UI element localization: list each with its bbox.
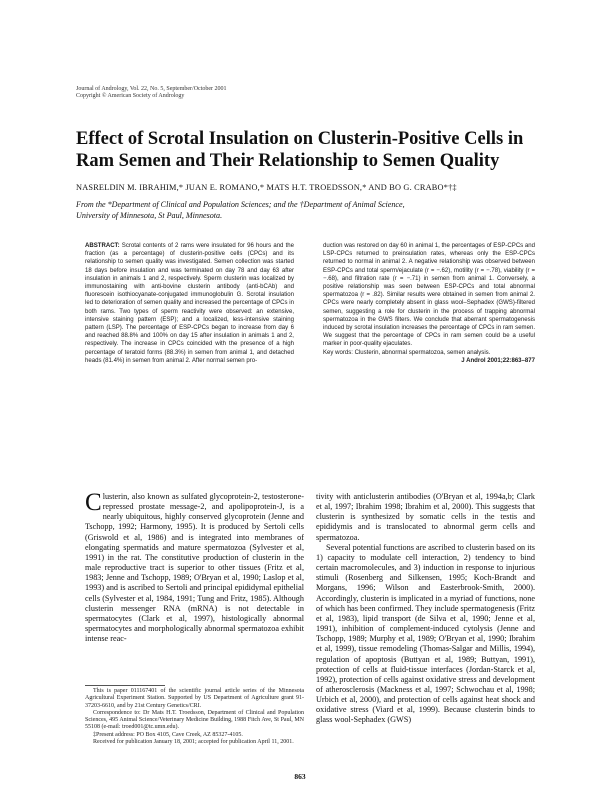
title-line-2: Ram Semen and Their Relationship to Semen Quality	[76, 151, 500, 171]
affiliation-line-1: From the *Department of Clinical and Population Sciences; and the †Department of Animal Science,	[76, 200, 405, 209]
body-left-column	[85, 489, 304, 644]
abstract-left-column	[85, 242, 294, 365]
affiliation-line-2: University of Minnesota, St Paul, Minnesota.	[76, 211, 223, 220]
footnote-divider	[85, 685, 165, 686]
body-paragraph-1-text: lusterin, also known as sulfated glycoprotein-2, testosterone-repressed prostate message-2, and apolipoprotein-J, is a nearly ubiquitous, highly conserved glycoprotein (Jenne and Tschopp, 1992; Harmony, 1995). It is produced by Sertoli cells (Griswold et al, 1986) and is integrated into membranes of elongating spermatids and mature spermatozoa (Sylvester et al, 1991) in the rat. The constitutive production of clusterin in the male reproductive tract is superior to other tissues (Fritz et al, 1983; Jenne and Tschopp, 1989; O'Bryan et al, 1990; Laslop et al, 1993) and is ascribed to Sertoli and principal epididymal epithelial cells (Sylvester et al, 1984, 1991; Tung and Fritz, 1985). Although clusterin messenger RNA (mRNA) is not detectable in spermatocytes (Clark et al, 1997), histologically abnormal spermatocytes and morphologically abnormal spermatozoa exhibit intense reac-	[85, 492, 304, 644]
footnotes	[85, 688, 304, 746]
citation-line: J Androl 2001;22:863–877	[461, 357, 535, 364]
abstract-right-column	[323, 242, 535, 365]
footnote-present-address: ‡Present address: PO Box 4105, Cave Creek, AZ 85327-4105.	[93, 731, 243, 738]
copyright-line: Copyright © American Society of Andrology	[76, 93, 185, 99]
body-right-column	[316, 492, 535, 726]
page-number: 863	[294, 772, 306, 781]
affiliation	[76, 199, 536, 221]
body-paragraph-2: Several potential functions are ascribed to clusterin based on its 1) capacity to modulate cell interaction, 2) tendency to bind certain macromolecules, and 3) induction in response to injurious stimuli (Rosenberg and Silkensen, 1995; Koch-Brandt and Morgans, 1996; Wilson and Easterbrook-Smith, 2000). Accordingly, clusterin is implicated in a myriad of functions, none of which has been confirmed. They include spermatogenesis (Fritz et al, 1983), lipid transport (de Silva et al, 1990; Jenne et al, 1991), inhibition of complement-induced cytolysis (Jenne and Tschopp, 1989; Murphy et al, 1989; O'Bryan et al, 1990; Ibrahim et al, 1999), tissue remodeling (Thomas-Salgar and Millis, 1994), regulation of apoptosis (Buttyan et al, 1989; Buttyan, 1991), protection of cells at fluid-tissue interfaces (Jordan-Starck et al, 1992), protection of cells against oxidative stress and development of atherosclerosis (Mackness et al, 1997; Schwochau et al, 1998; Urbich et al, 2000), and protection of cells against heat shock and oxidative stress (Viard et al, 1999). Because clusterin binds to glass wool-Sephadex (GWS)	[316, 542, 535, 725]
drop-cap: C	[85, 489, 102, 516]
keywords: Key words: Clusterin, abnormal spermatozoa, semen analysis.	[323, 349, 491, 356]
body-paragraph-1-continued: tivity with anticlusterin antibodies (O'Bryan et al, 1994a,b; Clark et al, 1997; Ibrahim 1998; Ibrahim et al, 2000). This suggests that clusterin is synthesized by somatic cells in the testis and epididymis and is translocated to abnormal germ cells and spermatozoa.	[316, 492, 535, 542]
journal-header	[76, 86, 376, 100]
abstract-paragraph-left	[85, 242, 294, 365]
title-line-1: Effect of Scrotal Insulation on Clusterin-Positive Cells in	[76, 129, 524, 149]
body-paragraph-1	[85, 489, 304, 644]
abstract-label: ABSTRACT:	[85, 243, 120, 249]
footnote-received: Received for publication January 18, 2001; accepted for publication April 11, 2001.	[93, 738, 294, 745]
abstract-left-text: Scrotal contents of 2 rams were insulated for 96 hours and the fraction (as a percentage) of clusterin-positive cells (CPCs) and its relationship to semen quality was investigated. Semen collection was started 18 days before insulation and was terminated on day 78 and day 63 after insulation in animals 1 and 2, respectively. Sperm clusterin was localized by immunostaining with anti-bovine clusterin antibody (anti-bCAb) and fluorescein isothiocyanate-conjugated immunoglobulin G. Scrotal insulation led to deterioration of semen quality and increased the percentage of CPCs in both rams. Two types of sperm reactivity were observed: an extensive, intensive staining pattern (ESP); and a localized, less-intensive staining pattern (LSP). The percentage of ESP-CPCs began to increase from day 6 and reached 88.8% and 100% on day 15 after insulation in animals 1 and 2, respectively. The increase in CPCs coincided with the presence of a high percentage of teratoid forms (88.3%) in semen from animal 1, and detached heads (81.4%) in semen from animal 2. After normal semen pro-	[85, 243, 295, 364]
article-title	[76, 128, 536, 172]
author-list: NASRELDIN M. IBRAHIM,* JUAN E. ROMANO,* MATS H.T. TROEDSSON,* AND BO G. CRABO*†‡	[76, 183, 457, 192]
footnote-funding: This is paper 011167401 of the scientific journal article series of the Minnesota Agricultural Experiment Station. Supported by US Department of Agriculture grant 91-37203-6610, and by 21st Century Genetics/CRI.	[85, 688, 304, 709]
footnote-correspondence: Correspondence to: Dr Mats H.T. Troedsson, Department of Clinical and Population Sciences, 495 Animal Science/Veterinary Medicine Building, 1988 Fitch Ave, St Paul, MN 55108 (e-mail: troed001@tc.umn.edu).	[85, 709, 304, 731]
abstract-right-text: duction was restored on day 60 in animal 1, the percentages of ESP-CPCs and LSP-CPCs returned to preinsulation rates, whereas only the ESP-CPCs returned to normal in animal 2. A negative relationship was observed between ESP-CPCs and total sperm/ejaculate (r = −.62), motility (r = −.78), viability (r = −.68), and filtration rate (r = −.71) in semen from animal 1. Conversely, a positive relationship was seen between ESP-CPCs and total abnormal spermatozoa (r = .82). Similar results were obtained in semen from animal 2. CPCs were nearly completely absent in glass wool–Sephadex (GWS)-filtered semen, suggesting a role for clusterin in the process of trapping abnormal spermatozoa in the GWS filters. We conclude that aberrant spermatogenesis induced by scrotal insulation increases the percentage of CPCs in ram semen. We suggest that the percentage of CPCs in ram semen could be a useful marker in poor-quality ejaculates.	[323, 243, 535, 348]
journal-citation-line: Journal of Andrology, Vol. 22, No. 5, September/October 2001	[76, 86, 227, 92]
